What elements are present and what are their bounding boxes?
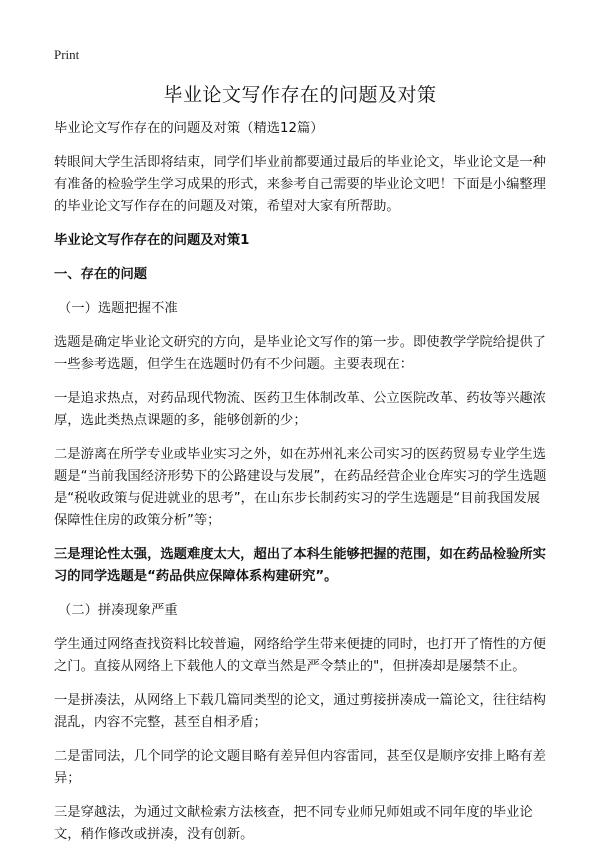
heading-problems: 一、存在的问题: [54, 267, 148, 282]
article-subtitle: 毕业论文写作存在的问题及对策（精选12篇）: [54, 121, 324, 136]
subheading-topic-selection: （一）选题把握不准: [58, 301, 178, 316]
paragraph: 选题是确定毕业论文研究的方向，是毕业论文写作的第一步。即使教学学院给提供了一些参考选题，但学生在选题时仍有不少问题。主要表现在：: [54, 335, 546, 372]
print-link[interactable]: Print: [54, 47, 80, 62]
paragraph: 三是穿越法，为通过文献检索方法核查，把不同专业师兄师姐或不同年度的毕业论文，稍作修改或拼凑，没有创新。: [54, 805, 533, 842]
paragraph: 二是游离在所学专业或毕业实习之外，如在苏州礼来公司实习的医药贸易专业学生选题是“当前我国经济形势下的公路建设与发展”，在药品经营企业仓库实习的学生选题是“税收政策与促进就业的思考”，在山东步长制药实习的学生选题是“目前我国发展保障性住房的政策分析”等；: [54, 447, 547, 528]
bold-paragraph: 三是理论性太强，选题难度太大，超出了本科生能够把握的范围，如在药品检验所实习的同学选题是“药品供应保障体系构建研究”。: [54, 547, 546, 584]
subheading-patchwork: （二）拼凑现象严重: [58, 603, 178, 618]
paragraph: 一是拼凑法，从网络上下载几篇同类型的论文，通过剪接拼凑成一篇论文，往往结构混乱，内容不完整，甚至自相矛盾；: [54, 693, 546, 730]
section-title: 毕业论文写作存在的问题及对策1: [54, 233, 250, 248]
page-title: 毕业论文写作存在的问题及对策: [163, 84, 437, 106]
intro-paragraph: 转眼间大学生活即将结束，同学们毕业前都要通过最后的毕业论文，毕业论文是一种有准备的检验学生学习成果的形式，来参考自己需要的毕业论文吧！下面是小编整理的毕业论文写作存在的问题及对策，希望对大家有所帮助。: [54, 155, 546, 214]
paragraph: 学生通过网络查找资料比较普遍，网络给学生带来便捷的同时，也打开了惰性的方便之门。直接从网络上下载他人的文章当然是严令禁止的"，但拼凑却是屡禁不止。: [54, 637, 546, 674]
article-body: [54, 118, 550, 858]
paragraph: 二是雷同法，几个同学的论文题目略有差异但内容雷同，甚至仅是顺序安排上略有差异；: [54, 749, 546, 786]
paragraph: 一是追求热点，对药品现代物流、医药卫生体制改革、公立医院改革、药妆等兴趣浓厚，选此类热点课题的多，能够创新的少；: [54, 391, 546, 428]
